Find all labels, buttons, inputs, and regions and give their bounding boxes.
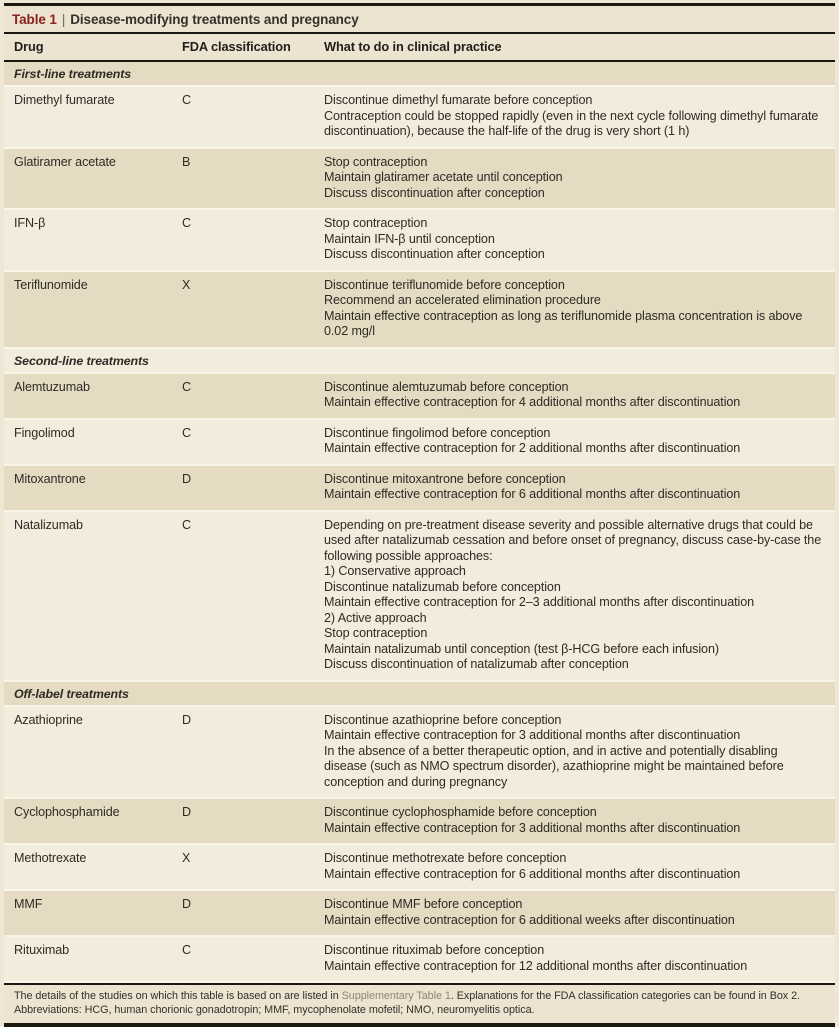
practice-line: Maintain effective contraception for 2 additional months after discontinuation xyxy=(324,441,741,455)
table-row-dimethyl-fumarate xyxy=(4,87,835,147)
drug-cell: Rituximab xyxy=(14,943,70,957)
fda-cell: D xyxy=(182,897,191,911)
fda-cell: C xyxy=(182,943,191,957)
drug-cell: Alemtuzumab xyxy=(14,379,90,394)
practice-line: Discontinue mitoxantrone before conception xyxy=(324,471,566,486)
practice-line: Discuss discontinuation after conception xyxy=(324,185,545,200)
practice-cell xyxy=(324,851,823,882)
practice-line: Maintain effective contraception for 6 additional weeks after discontinuation xyxy=(324,912,735,927)
practice-line: Discontinue rituximab before conception xyxy=(324,943,545,957)
drug-cell: Mitoxantrone xyxy=(14,471,86,486)
table-row-cyclophosphamide xyxy=(4,799,835,843)
practice-line: Maintain natalizumab until conception (test β-HCG before each infusion) xyxy=(324,641,719,656)
fda-cell: C xyxy=(182,93,191,107)
practice-line: Maintain glatiramer acetate until conception xyxy=(324,170,563,184)
practice-line: Discontinue cyclophosphamide before conception xyxy=(324,805,597,819)
practice-line: Discontinue alemtuzumab before conception xyxy=(324,379,569,394)
practice-line: Maintain effective contraception for 3 additional months after discontinuation xyxy=(324,728,741,742)
practice-line: Discuss discontinuation of natalizumab after conception xyxy=(324,657,629,671)
table-row-azathioprine xyxy=(4,707,835,798)
practice-cell xyxy=(324,155,823,202)
table-title-text: Disease-modifying treatments and pregnancy xyxy=(70,12,359,27)
table-row-methotrexate xyxy=(4,845,835,889)
practice-line: Stop contraception xyxy=(324,626,428,640)
fda-cell: C xyxy=(182,425,191,440)
drug-cell: Glatiramer acetate xyxy=(14,154,116,169)
table-row-mmf xyxy=(4,891,835,935)
practice-line: Discuss discontinuation after conception xyxy=(324,247,545,261)
practice-line: Maintain effective contraception for 4 additional months after discontinuation xyxy=(324,395,741,409)
fda-cell: X xyxy=(182,277,191,292)
practice-line: In the absence of a better therapeutic option, and in active and potentially disabling disease (such as NMO spectrum disorder), azathioprine might be maintained before conception and during pregnancy xyxy=(324,743,784,789)
page xyxy=(0,3,839,1027)
practice-line: Stop contraception xyxy=(324,216,428,230)
column-header-fda: FDA classification xyxy=(182,39,291,54)
practice-cell xyxy=(324,805,823,836)
footnote-text-before-link: The details of the studies on which this table is based on are listed in xyxy=(14,990,342,1002)
practice-cell xyxy=(324,216,823,263)
practice-line: 1) Conservative approach xyxy=(324,564,466,578)
practice-line: 2) Active approach xyxy=(324,610,427,625)
title-separator: | xyxy=(61,12,66,27)
practice-line: Maintain effective contraception for 2–3 additional months after discontinuation xyxy=(324,595,755,609)
practice-line: Depending on pre-treatment disease severity and possible alternative drugs that could be used after natalizumab cessation and before onset of pregnancy, discuss case-by-case the following possible approaches: xyxy=(324,517,822,563)
practice-line: Discontinue teriflunomide before conception xyxy=(324,277,565,292)
practice-line: Stop contraception xyxy=(324,154,428,169)
table-row-teriflunomide xyxy=(4,272,835,347)
practice-line: Discontinue natalizumab before conception xyxy=(324,579,561,594)
table-row-rituximab xyxy=(4,937,835,981)
practice-cell xyxy=(324,897,823,928)
practice-cell xyxy=(324,380,823,411)
practice-cell xyxy=(324,943,823,974)
practice-cell xyxy=(324,278,823,340)
table-row-ifn-beta xyxy=(4,210,835,270)
fda-cell: B xyxy=(182,154,191,169)
practice-line: Discontinue fingolimod before conception xyxy=(324,425,551,440)
fda-cell: C xyxy=(182,379,191,394)
table-row-mitoxantrone xyxy=(4,466,835,510)
table-label: Table 1 xyxy=(12,12,57,27)
drug-cell: Natalizumab xyxy=(14,517,83,532)
fda-cell: D xyxy=(182,805,191,819)
practice-line: Maintain IFN-β until conception xyxy=(324,231,495,246)
practice-line: Maintain effective contraception for 3 additional months after discontinuation xyxy=(324,820,741,835)
drug-cell: MMF xyxy=(14,897,43,911)
footnote xyxy=(4,985,835,1023)
practice-cell xyxy=(324,93,823,140)
fda-cell: D xyxy=(182,471,191,486)
practice-line: Maintain effective contraception for 6 additional months after discontinuation xyxy=(324,487,741,501)
section-header-first-line: First-line treatments xyxy=(4,62,835,85)
table-title-bar xyxy=(4,6,835,32)
practice-line: Contraception could be stopped rapidly (even in the next cycle following dimethyl fumarate discontinuation), because the half-life of the drug is very short (1 h) xyxy=(324,108,819,138)
practice-cell xyxy=(324,713,823,791)
table-row-fingolimod xyxy=(4,420,835,464)
section-header-off-label: Off-label treatments xyxy=(4,682,835,705)
table-1 xyxy=(4,3,835,1027)
practice-line: Discontinue methotrexate before conception xyxy=(324,851,567,865)
fda-cell: D xyxy=(182,712,191,727)
drug-cell: Cyclophosphamide xyxy=(14,805,120,819)
supplementary-table-1-link[interactable]: Supplementary Table 1 xyxy=(341,990,451,1002)
drug-cell: Dimethyl fumarate xyxy=(14,93,115,107)
table-row-natalizumab xyxy=(4,512,835,680)
footnote-text-after-link: . Explanations for the FDA classification categories can be found in Box 2. Abbreviations: HCG, human chorionic gonadotropin; MMF, mycophenolate mofetil; NMO, neuromyelitis optica. xyxy=(14,990,801,1016)
section-header-second-line: Second-line treatments xyxy=(4,349,835,372)
practice-cell xyxy=(324,472,823,503)
practice-line: Discontinue azathioprine before conception xyxy=(324,712,562,727)
table-row-glatiramer-acetate xyxy=(4,149,835,209)
practice-line: Discontinue MMF before conception xyxy=(324,897,523,911)
practice-line: Maintain effective contraception for 12 additional months after discontinuation xyxy=(324,958,748,973)
table-row-alemtuzumab xyxy=(4,374,835,418)
drug-cell: Teriflunomide xyxy=(14,277,88,292)
practice-line: Discontinue dimethyl fumarate before conception xyxy=(324,93,593,107)
column-header-row xyxy=(4,34,835,60)
practice-line: Maintain effective contraception for 6 additional months after discontinuation xyxy=(324,866,741,881)
drug-cell: Fingolimod xyxy=(14,425,75,440)
drug-cell: Methotrexate xyxy=(14,851,87,865)
practice-cell xyxy=(324,426,823,457)
fda-cell: C xyxy=(182,216,191,230)
drug-cell: IFN-β xyxy=(14,216,46,230)
fda-cell: X xyxy=(182,851,191,865)
column-header-drug: Drug xyxy=(14,39,44,54)
practice-cell xyxy=(324,518,823,673)
fda-cell: C xyxy=(182,517,191,532)
drug-cell: Azathioprine xyxy=(14,712,83,727)
practice-line: Maintain effective contraception as long as teriflunomide plasma concentration is above 0.02 mg/l xyxy=(324,308,803,338)
practice-line: Recommend an accelerated elimination procedure xyxy=(324,293,601,307)
column-header-practice: What to do in clinical practice xyxy=(324,39,502,54)
